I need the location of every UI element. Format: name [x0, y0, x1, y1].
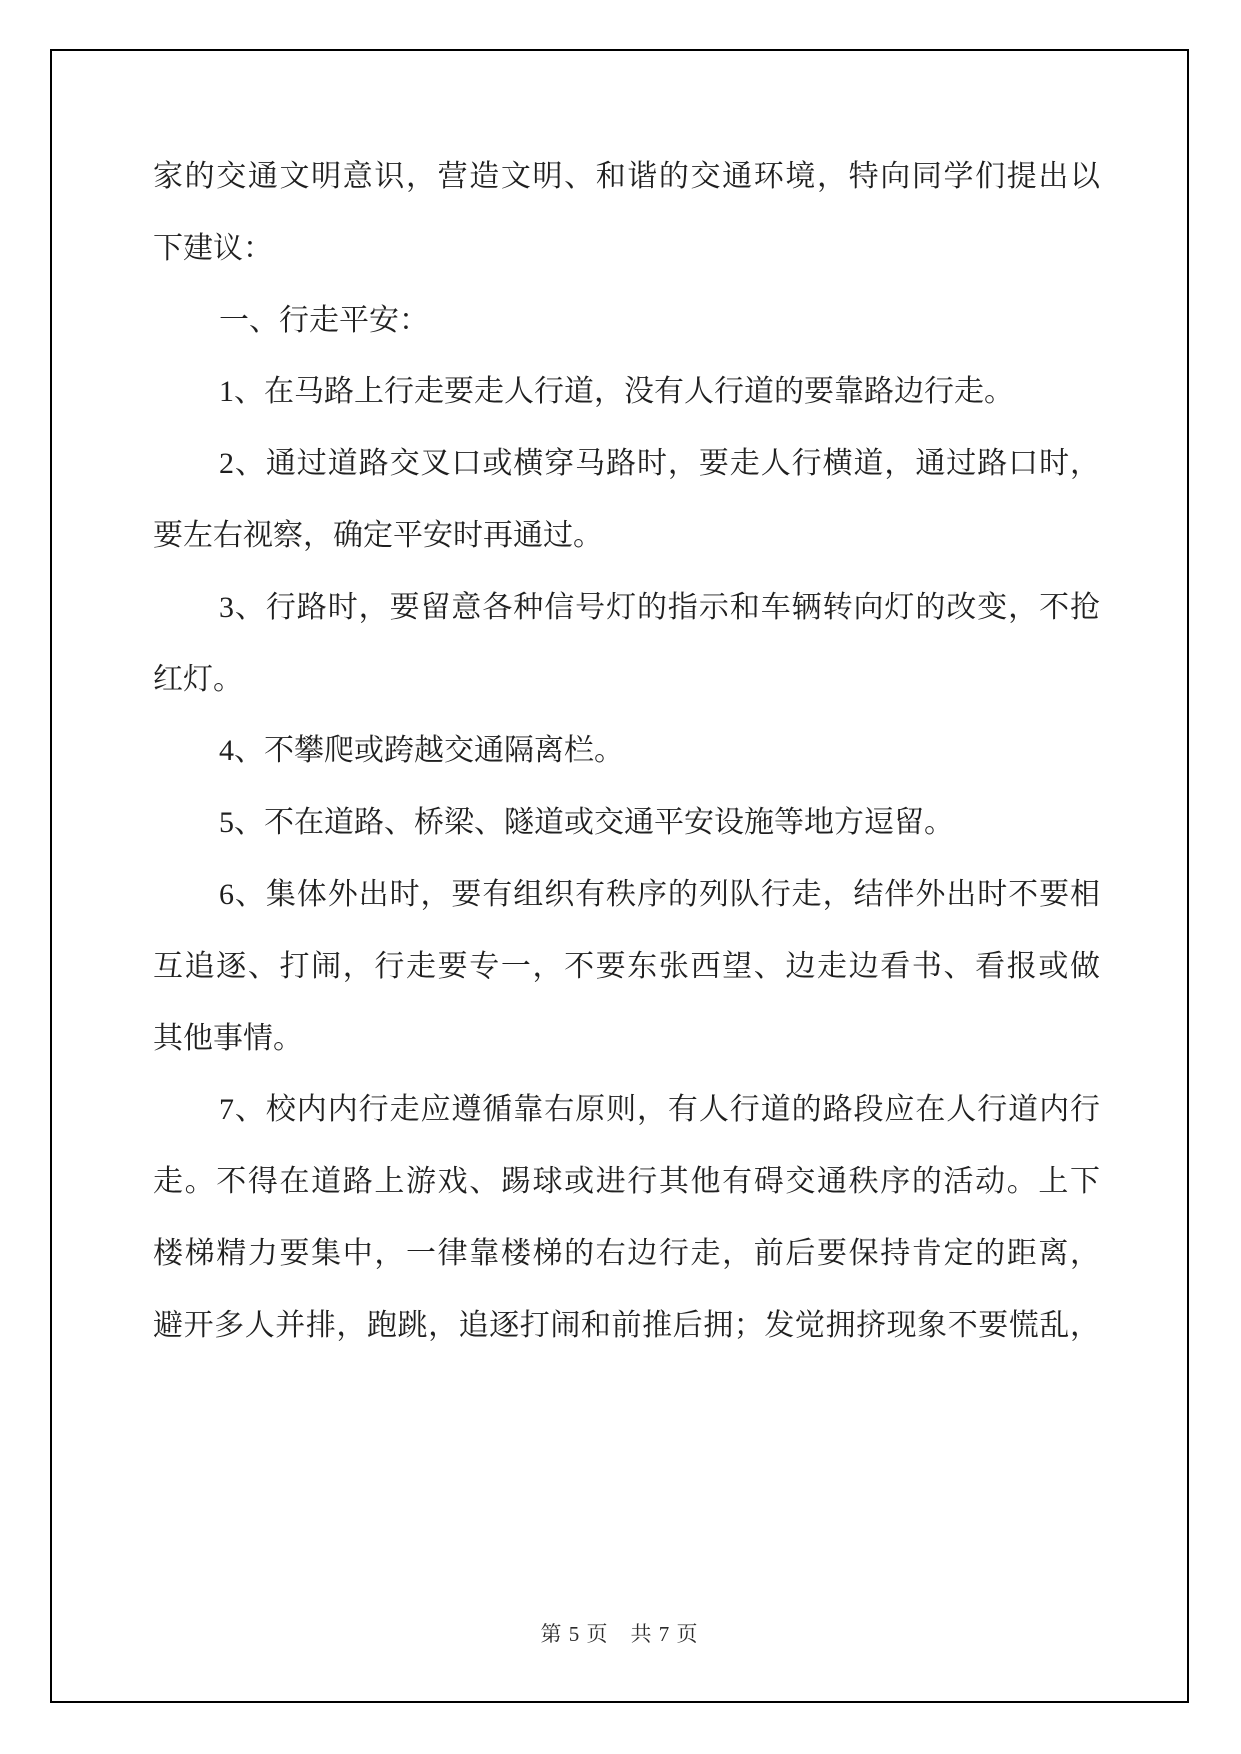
- text-line: 要左右视察，确定平安时再通过。: [153, 518, 603, 552]
- text-line: 互追逐、打闹，行走要专一，不要东张西望、边走边看书、看报或做: [153, 949, 1100, 983]
- text-line: 7、校内内行走应遵循靠右原则，有人行道的路段应在人行道内行: [219, 1093, 1100, 1127]
- text-line: 红灯。: [153, 662, 243, 696]
- text-line: 4、不攀爬或跨越交通隔离栏。: [219, 734, 624, 768]
- text-line: 2、通过道路交叉口或横穿马路时，要走人行横道，通过路口时，: [219, 447, 1100, 481]
- text-line: 一、行走平安：: [219, 303, 429, 337]
- text-line: 1、在马路上行走要走人行道，没有人行道的要靠路边行走。: [219, 375, 1014, 409]
- text-line: 楼梯精力要集中，一律靠楼梯的右边行走，前后要保持肯定的距离，: [153, 1236, 1100, 1270]
- document-body: [153, 141, 1100, 1362]
- text-line: 3、行路时，要留意各种信号灯的指示和车辆转向灯的改变，不抢: [219, 590, 1100, 624]
- text-line: 避开多人并排，跑跳，追逐打闹和前推后拥；发觉拥挤现象不要慌乱，: [153, 1308, 1100, 1342]
- page-footer: 第 5 页 共 7 页: [540, 1622, 699, 1646]
- text-line: 下建议：: [153, 231, 273, 265]
- text-line: 走。不得在道路上游戏、踢球或进行其他有碍交通秩序的活动。上下: [153, 1165, 1100, 1199]
- text-line: 5、不在道路、桥梁、隧道或交通平安设施等地方逗留。: [219, 806, 954, 840]
- text-line: 其他事情。: [153, 1021, 303, 1055]
- text-line: 家的交通文明意识，营造文明、和谐的交通环境，特向同学们提出以: [153, 160, 1100, 193]
- text-line: 6、集体外出时，要有组织有秩序的列队行走，结伴外出时不要相: [219, 877, 1100, 911]
